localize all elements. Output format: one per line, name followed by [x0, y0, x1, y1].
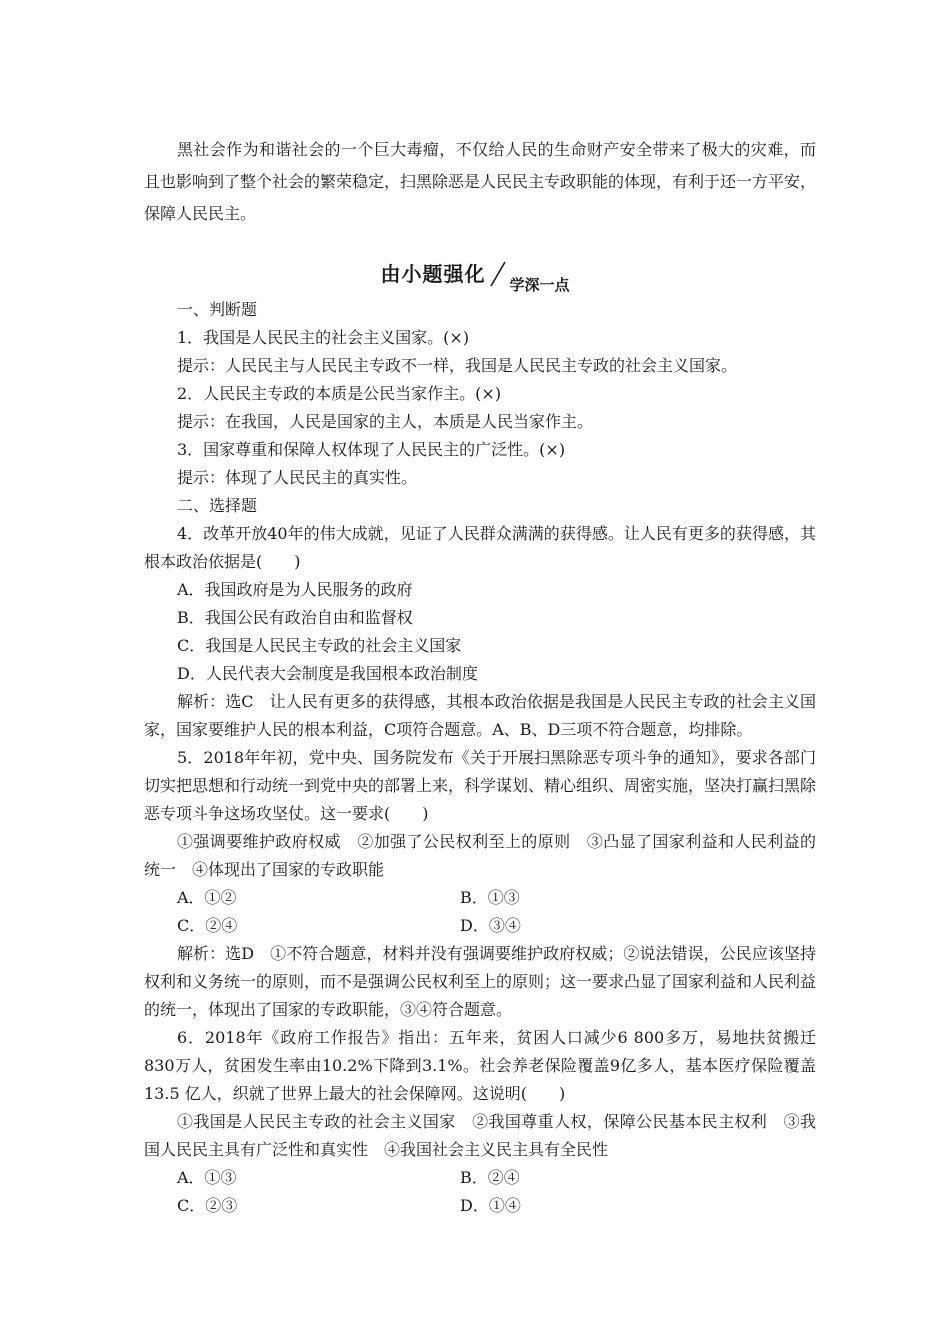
question-3: 3．国家尊重和保障人权体现了人民民主的广泛性。(×): [177, 440, 566, 459]
question-5-options-row-2: [144, 912, 816, 940]
question-5-option-d: D．③④: [460, 916, 521, 935]
question-4-option-d: D．人民代表大会制度是我国根本政治制度: [177, 664, 478, 683]
question-6-option-d: D．①④: [460, 1196, 521, 1215]
question-content: [144, 296, 816, 1220]
section-heading-judgement: 一、判断题: [177, 300, 258, 319]
question-5-analysis: 解析：选D ①不符合题意，材料并没有强调要维护政府权威；②说法错误，公民应该坚持权利和义务统一的原则，而不是强调公民权利至上的原则；这一要求凸显了国家利益和人民利益的统一，体现出了国家的专政职能，③④符合题意。: [144, 944, 817, 1019]
question-4-option-b: B．我国公民有政治自由和监督权: [177, 608, 413, 627]
question-1: 1．我国是人民民主的社会主义国家。(×): [177, 328, 470, 347]
question-6-option-a: A．①③: [177, 1168, 237, 1187]
question-6-option-c: C．②③: [177, 1196, 238, 1215]
question-2: 2．人民民主专政的本质是公民当家作主。(×): [177, 384, 502, 403]
question-5-option-b: B．①③: [460, 888, 520, 907]
question-4-option-a: A．我国政府是为人民服务的政府: [177, 580, 413, 599]
question-6-options-row-1: [144, 1164, 816, 1192]
section-banner: [0, 258, 950, 292]
question-5-option-a: A．①②: [177, 888, 237, 907]
question-3-hint: 提示：体现了人民民主的真实性。: [177, 468, 418, 487]
banner-subtitle: 学深一点: [509, 276, 570, 294]
question-5-options-row-1: [144, 884, 816, 912]
question-6-options-row-2: [144, 1192, 816, 1220]
question-1-hint: 提示：人民民主与人民民主专政不一样，我国是人民民主专政的社会主义国家。: [177, 356, 738, 375]
section-heading-choice: 二、选择题: [177, 496, 258, 515]
question-5-option-c: C．②④: [177, 916, 238, 935]
banner-title: 由小题强化: [380, 262, 486, 286]
question-5-stem: 5．2018年年初，党中央、国务院发布《关于开展扫黑除恶专项斗争的通知》，要求各部门切实把思想和行动统一到党中央的部署上来，科学谋划、精心组织、周密实施，坚决打赢扫黑除恶专项斗争这场攻坚仗。这一要求( ): [144, 748, 817, 823]
slash-divider-icon: [489, 261, 507, 287]
question-4-stem: 4．改革开放40年的伟大成就，见证了人民群众满满的获得感。让人民有更多的获得感，其根本政治依据是( ): [144, 524, 816, 571]
question-5-items: ①强调要维护政府权威 ②加强了公民权利至上的原则 ③凸显了国家利益和人民利益的统一 ④体现出了国家的专政职能: [144, 832, 816, 879]
question-6-stem: 6．2018年《政府工作报告》指出：五年来，贫困人口减少6 800多万，易地扶贫搬迁830万人，贫困发生率由10.2%下降到3.1%。社会养老保险覆盖9亿多人，基本医疗保险覆盖13.5 亿人，织就了世界上最大的社会保障网。这说明( ): [144, 1028, 816, 1103]
question-4-analysis: 解析：选C 让人民有更多的获得感，其根本政治依据是我国是人民民主专政的社会主义国家，国家要维护人民的根本利益，C项符合题意。A、B、D三项不符合题意，均排除。: [144, 692, 816, 739]
intro-paragraph: 黑社会作为和谐社会的一个巨大毒瘤，不仅给人民的生命财产安全带来了极大的灾难，而且也影响到了整个社会的繁荣稳定，扫黑除恶是人民民主专政职能的体现，有利于还一方平安，保障人民民主。: [144, 140, 817, 223]
question-4-option-c: C．我国是人民民主专政的社会主义国家: [177, 636, 462, 655]
question-6-items: ①我国是人民民主专政的社会主义国家 ②我国尊重人权，保障公民基本民主权利 ③我国人民民主具有广泛性和真实性 ④我国社会主义民主具有全民性: [144, 1112, 816, 1159]
question-2-hint: 提示：在我国，人民是国家的主人，本质是人民当家作主。: [177, 412, 594, 431]
question-6-option-b: B．②④: [460, 1168, 520, 1187]
